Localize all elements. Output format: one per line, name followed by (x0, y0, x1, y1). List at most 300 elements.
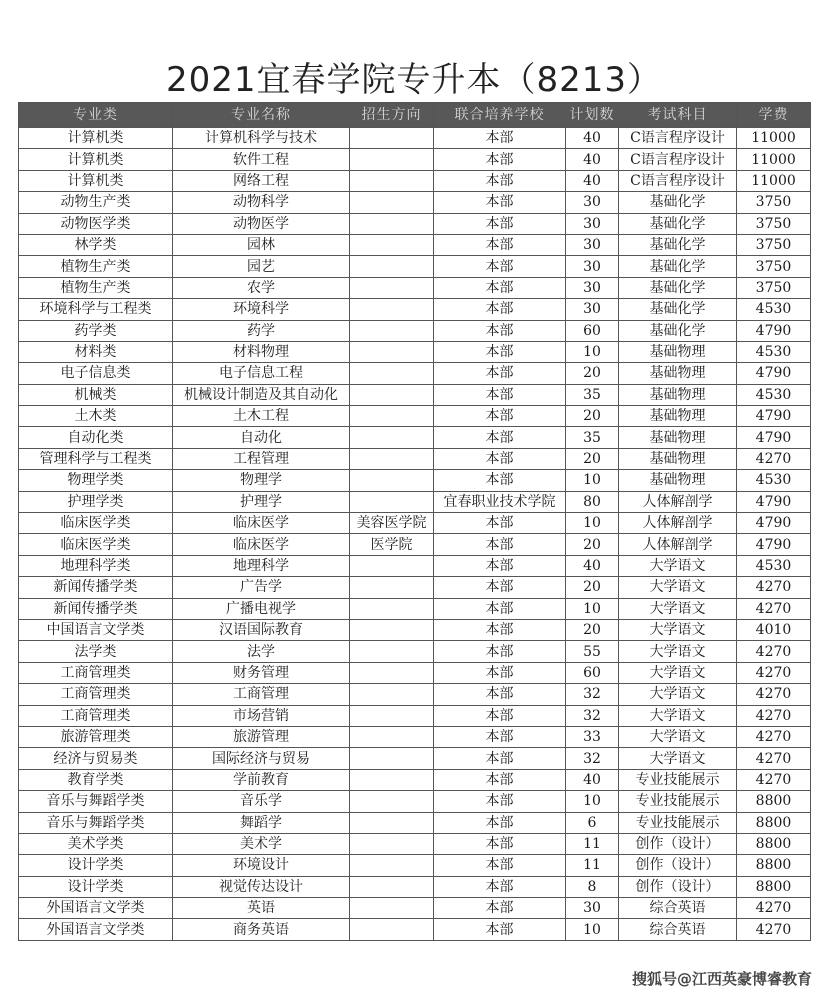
major-category-cell: 设计学类 (19, 876, 173, 897)
major-category-cell: 法学类 (19, 641, 173, 662)
major-category-cell: 旅游管理类 (19, 726, 173, 747)
direction-cell: 美容医学院 (350, 513, 434, 534)
exam-subject-cell: 大学语文 (619, 619, 737, 640)
tuition-cell: 4530 (737, 299, 811, 320)
exam-subject-cell: C语言程序设计 (619, 128, 737, 149)
table-row (19, 341, 811, 362)
tuition-cell: 11000 (737, 149, 811, 170)
major-name-cell: 市场营销 (173, 705, 350, 726)
direction-cell (350, 170, 434, 191)
major-category-cell: 管理科学与工程类 (19, 448, 173, 469)
plan-count-cell: 11 (566, 855, 619, 876)
partner-school-cell: 本部 (434, 662, 566, 683)
exam-subject-cell: 基础物理 (619, 341, 737, 362)
tuition-cell: 4270 (737, 662, 811, 683)
exam-subject-cell: 大学语文 (619, 555, 737, 576)
plan-count-cell: 6 (566, 812, 619, 833)
column-header: 联合培养学校 (434, 103, 566, 128)
plan-count-cell: 80 (566, 491, 619, 512)
exam-subject-cell: 基础化学 (619, 320, 737, 341)
exam-subject-cell: 专业技能展示 (619, 812, 737, 833)
major-name-cell: 财务管理 (173, 662, 350, 683)
plan-count-cell: 32 (566, 705, 619, 726)
partner-school-cell: 本部 (434, 876, 566, 897)
table-row (19, 299, 811, 320)
major-category-cell: 设计学类 (19, 855, 173, 876)
major-category-cell: 自动化类 (19, 427, 173, 448)
table-row (19, 791, 811, 812)
major-name-cell: 机械设计制造及其自动化 (173, 384, 350, 405)
plan-count-cell: 20 (566, 363, 619, 384)
major-name-cell: 园林 (173, 234, 350, 255)
major-name-cell: 计算机科学与技术 (173, 128, 350, 149)
exam-subject-cell: 基础物理 (619, 448, 737, 469)
table-row (19, 833, 811, 854)
plan-count-cell: 30 (566, 277, 619, 298)
tuition-cell: 4530 (737, 555, 811, 576)
direction-cell (350, 684, 434, 705)
exam-subject-cell: 综合英语 (619, 898, 737, 919)
partner-school-cell: 本部 (434, 833, 566, 854)
tuition-cell: 4790 (737, 491, 811, 512)
plan-count-cell: 20 (566, 534, 619, 555)
plan-count-cell: 10 (566, 341, 619, 362)
major-name-cell: 临床医学 (173, 513, 350, 534)
exam-subject-cell: 创作（设计） (619, 833, 737, 854)
admission-table (18, 102, 811, 941)
partner-school-cell: 本部 (434, 320, 566, 341)
table-row (19, 534, 811, 555)
direction-cell (350, 662, 434, 683)
table-row (19, 363, 811, 384)
direction-cell (350, 256, 434, 277)
partner-school-cell: 本部 (434, 791, 566, 812)
plan-count-cell: 20 (566, 406, 619, 427)
table-row (19, 149, 811, 170)
watermark-text: 搜狐号@江西英豪博睿教育 (631, 970, 812, 988)
tuition-cell: 4270 (737, 705, 811, 726)
exam-subject-cell: 基础化学 (619, 277, 737, 298)
table-row (19, 598, 811, 619)
table-row (19, 769, 811, 790)
tuition-cell: 4790 (737, 320, 811, 341)
exam-subject-cell: 创作（设计） (619, 876, 737, 897)
major-category-cell: 计算机类 (19, 149, 173, 170)
tuition-cell: 11000 (737, 128, 811, 149)
direction-cell (350, 833, 434, 854)
plan-count-cell: 10 (566, 791, 619, 812)
partner-school-cell: 本部 (434, 598, 566, 619)
plan-count-cell: 35 (566, 384, 619, 405)
direction-cell (350, 234, 434, 255)
plan-count-cell: 40 (566, 170, 619, 191)
major-category-cell: 植物生产类 (19, 277, 173, 298)
major-name-cell: 动物医学 (173, 213, 350, 234)
direction-cell (350, 427, 434, 448)
plan-count-cell: 33 (566, 726, 619, 747)
major-category-cell: 地理科学类 (19, 555, 173, 576)
exam-subject-cell: 大学语文 (619, 705, 737, 726)
direction-cell (350, 555, 434, 576)
major-name-cell: 工程管理 (173, 448, 350, 469)
table-row (19, 513, 811, 534)
exam-subject-cell: 人体解剖学 (619, 491, 737, 512)
tuition-cell: 3750 (737, 213, 811, 234)
direction-cell (350, 277, 434, 298)
table-header-row (19, 103, 811, 128)
major-name-cell: 园艺 (173, 256, 350, 277)
major-name-cell: 地理科学 (173, 555, 350, 576)
table-row (19, 427, 811, 448)
major-category-cell: 音乐与舞蹈学类 (19, 812, 173, 833)
direction-cell (350, 598, 434, 619)
tuition-cell: 4010 (737, 619, 811, 640)
major-name-cell: 物理学 (173, 470, 350, 491)
table-row (19, 898, 811, 919)
plan-count-cell: 20 (566, 448, 619, 469)
direction-cell (350, 341, 434, 362)
major-category-cell: 林学类 (19, 234, 173, 255)
column-header: 考试科目 (619, 103, 737, 128)
column-header: 计划数 (566, 103, 619, 128)
plan-count-cell: 30 (566, 299, 619, 320)
plan-count-cell: 11 (566, 833, 619, 854)
major-category-cell: 电子信息类 (19, 363, 173, 384)
major-category-cell: 动物生产类 (19, 192, 173, 213)
exam-subject-cell: 大学语文 (619, 726, 737, 747)
plan-count-cell: 30 (566, 192, 619, 213)
plan-count-cell: 10 (566, 470, 619, 491)
tuition-cell: 4270 (737, 684, 811, 705)
partner-school-cell: 本部 (434, 170, 566, 191)
partner-school-cell: 本部 (434, 299, 566, 320)
direction-cell (350, 919, 434, 940)
tuition-cell: 8800 (737, 855, 811, 876)
partner-school-cell: 宜春职业技术学院 (434, 491, 566, 512)
direction-cell (350, 470, 434, 491)
major-category-cell: 机械类 (19, 384, 173, 405)
partner-school-cell: 本部 (434, 234, 566, 255)
plan-count-cell: 10 (566, 513, 619, 534)
plan-count-cell: 40 (566, 128, 619, 149)
table-row (19, 192, 811, 213)
plan-count-cell: 20 (566, 577, 619, 598)
table-row (19, 320, 811, 341)
plan-count-cell: 40 (566, 769, 619, 790)
plan-count-cell: 30 (566, 256, 619, 277)
direction-cell (350, 149, 434, 170)
major-category-cell: 教育学类 (19, 769, 173, 790)
major-category-cell: 工商管理类 (19, 684, 173, 705)
plan-count-cell: 60 (566, 320, 619, 341)
major-name-cell: 音乐学 (173, 791, 350, 812)
exam-subject-cell: 专业技能展示 (619, 769, 737, 790)
major-name-cell: 广播电视学 (173, 598, 350, 619)
direction-cell (350, 577, 434, 598)
plan-count-cell: 40 (566, 555, 619, 576)
major-category-cell: 工商管理类 (19, 705, 173, 726)
plan-count-cell: 20 (566, 619, 619, 640)
tuition-cell: 4790 (737, 513, 811, 534)
plan-count-cell: 30 (566, 898, 619, 919)
tuition-cell: 4790 (737, 427, 811, 448)
exam-subject-cell: 大学语文 (619, 577, 737, 598)
major-category-cell: 药学类 (19, 320, 173, 341)
major-name-cell: 法学 (173, 641, 350, 662)
table-row (19, 170, 811, 191)
major-category-cell: 外国语言文学类 (19, 898, 173, 919)
partner-school-cell: 本部 (434, 128, 566, 149)
plan-count-cell: 40 (566, 149, 619, 170)
partner-school-cell: 本部 (434, 619, 566, 640)
table-row (19, 855, 811, 876)
major-name-cell: 自动化 (173, 427, 350, 448)
tuition-cell: 4530 (737, 341, 811, 362)
exam-subject-cell: 大学语文 (619, 684, 737, 705)
tuition-cell: 3750 (737, 256, 811, 277)
partner-school-cell: 本部 (434, 577, 566, 598)
major-category-cell: 土木类 (19, 406, 173, 427)
partner-school-cell: 本部 (434, 898, 566, 919)
direction-cell (350, 748, 434, 769)
exam-subject-cell: 人体解剖学 (619, 534, 737, 555)
major-category-cell: 植物生产类 (19, 256, 173, 277)
direction-cell (350, 876, 434, 897)
direction-cell (350, 299, 434, 320)
exam-subject-cell: 大学语文 (619, 662, 737, 683)
major-category-cell: 计算机类 (19, 170, 173, 191)
direction-cell: 医学院 (350, 534, 434, 555)
admission-table-container (18, 102, 810, 941)
tuition-cell: 4270 (737, 898, 811, 919)
major-name-cell: 视觉传达设计 (173, 876, 350, 897)
tuition-cell: 3750 (737, 277, 811, 298)
tuition-cell: 4270 (737, 598, 811, 619)
table-row (19, 448, 811, 469)
major-name-cell: 环境设计 (173, 855, 350, 876)
exam-subject-cell: 创作（设计） (619, 855, 737, 876)
major-name-cell: 护理学 (173, 491, 350, 512)
major-category-cell: 新闻传播学类 (19, 598, 173, 619)
table-row (19, 876, 811, 897)
partner-school-cell: 本部 (434, 684, 566, 705)
partner-school-cell: 本部 (434, 748, 566, 769)
tuition-cell: 4790 (737, 363, 811, 384)
plan-count-cell: 55 (566, 641, 619, 662)
table-row (19, 919, 811, 940)
exam-subject-cell: 基础物理 (619, 470, 737, 491)
major-name-cell: 舞蹈学 (173, 812, 350, 833)
exam-subject-cell: 基础化学 (619, 299, 737, 320)
exam-subject-cell: 基础化学 (619, 213, 737, 234)
major-category-cell: 物理学类 (19, 470, 173, 491)
table-row (19, 555, 811, 576)
tuition-cell: 8800 (737, 812, 811, 833)
tuition-cell: 4270 (737, 726, 811, 747)
plan-count-cell: 35 (566, 427, 619, 448)
major-name-cell: 药学 (173, 320, 350, 341)
table-row (19, 277, 811, 298)
major-name-cell: 英语 (173, 898, 350, 919)
plan-count-cell: 8 (566, 876, 619, 897)
major-name-cell: 软件工程 (173, 149, 350, 170)
table-row (19, 470, 811, 491)
exam-subject-cell: 基础物理 (619, 363, 737, 384)
table-row (19, 662, 811, 683)
major-category-cell: 材料类 (19, 341, 173, 362)
tuition-cell: 4270 (737, 919, 811, 940)
partner-school-cell: 本部 (434, 406, 566, 427)
major-category-cell: 中国语言文学类 (19, 619, 173, 640)
exam-subject-cell: C语言程序设计 (619, 149, 737, 170)
tuition-cell: 4530 (737, 384, 811, 405)
major-name-cell: 汉语国际教育 (173, 619, 350, 640)
major-category-cell: 动物医学类 (19, 213, 173, 234)
major-category-cell: 计算机类 (19, 128, 173, 149)
table-row (19, 812, 811, 833)
partner-school-cell: 本部 (434, 705, 566, 726)
partner-school-cell: 本部 (434, 149, 566, 170)
direction-cell (350, 363, 434, 384)
partner-school-cell: 本部 (434, 855, 566, 876)
tuition-cell: 4270 (737, 448, 811, 469)
major-name-cell: 学前教育 (173, 769, 350, 790)
direction-cell (350, 192, 434, 213)
exam-subject-cell: 大学语文 (619, 598, 737, 619)
direction-cell (350, 619, 434, 640)
exam-subject-cell: 基础化学 (619, 192, 737, 213)
major-category-cell: 工商管理类 (19, 662, 173, 683)
column-header: 学费 (737, 103, 811, 128)
major-category-cell: 环境科学与工程类 (19, 299, 173, 320)
major-category-cell: 美术学类 (19, 833, 173, 854)
table-row (19, 256, 811, 277)
table-row (19, 684, 811, 705)
partner-school-cell: 本部 (434, 427, 566, 448)
tuition-cell: 11000 (737, 170, 811, 191)
major-category-cell: 经济与贸易类 (19, 748, 173, 769)
column-header: 招生方向 (350, 103, 434, 128)
exam-subject-cell: 综合英语 (619, 919, 737, 940)
table-row (19, 748, 811, 769)
exam-subject-cell: 专业技能展示 (619, 791, 737, 812)
tuition-cell: 4790 (737, 406, 811, 427)
tuition-cell: 8800 (737, 791, 811, 812)
partner-school-cell: 本部 (434, 341, 566, 362)
major-category-cell: 音乐与舞蹈学类 (19, 791, 173, 812)
plan-count-cell: 10 (566, 919, 619, 940)
direction-cell (350, 855, 434, 876)
partner-school-cell: 本部 (434, 513, 566, 534)
major-category-cell: 护理学类 (19, 491, 173, 512)
table-row (19, 491, 811, 512)
table-row (19, 128, 811, 149)
plan-count-cell: 32 (566, 748, 619, 769)
table-row (19, 705, 811, 726)
partner-school-cell: 本部 (434, 534, 566, 555)
major-category-cell: 临床医学类 (19, 534, 173, 555)
direction-cell (350, 726, 434, 747)
major-name-cell: 国际经济与贸易 (173, 748, 350, 769)
partner-school-cell: 本部 (434, 470, 566, 491)
tuition-cell: 4530 (737, 470, 811, 491)
tuition-cell: 8800 (737, 876, 811, 897)
major-name-cell: 电子信息工程 (173, 363, 350, 384)
table-row (19, 234, 811, 255)
table-row (19, 384, 811, 405)
tuition-cell: 4790 (737, 534, 811, 555)
major-category-cell: 临床医学类 (19, 513, 173, 534)
partner-school-cell: 本部 (434, 213, 566, 234)
table-row (19, 641, 811, 662)
exam-subject-cell: 人体解剖学 (619, 513, 737, 534)
table-row (19, 213, 811, 234)
tuition-cell: 4270 (737, 769, 811, 790)
direction-cell (350, 320, 434, 341)
partner-school-cell: 本部 (434, 448, 566, 469)
exam-subject-cell: 基础物理 (619, 384, 737, 405)
exam-subject-cell: 基础物理 (619, 406, 737, 427)
major-name-cell: 动物科学 (173, 192, 350, 213)
table-body (19, 128, 811, 941)
tuition-cell: 4270 (737, 641, 811, 662)
partner-school-cell: 本部 (434, 555, 566, 576)
major-name-cell: 工商管理 (173, 684, 350, 705)
major-name-cell: 美术学 (173, 833, 350, 854)
major-name-cell: 土木工程 (173, 406, 350, 427)
table-row (19, 726, 811, 747)
direction-cell (350, 705, 434, 726)
partner-school-cell: 本部 (434, 641, 566, 662)
direction-cell (350, 128, 434, 149)
major-name-cell: 环境科学 (173, 299, 350, 320)
tuition-cell: 4270 (737, 748, 811, 769)
partner-school-cell: 本部 (434, 919, 566, 940)
major-name-cell: 农学 (173, 277, 350, 298)
direction-cell (350, 641, 434, 662)
partner-school-cell: 本部 (434, 192, 566, 213)
major-name-cell: 商务英语 (173, 919, 350, 940)
partner-school-cell: 本部 (434, 812, 566, 833)
major-name-cell: 临床医学 (173, 534, 350, 555)
plan-count-cell: 60 (566, 662, 619, 683)
direction-cell (350, 491, 434, 512)
table-row (19, 406, 811, 427)
direction-cell (350, 791, 434, 812)
exam-subject-cell: 基础化学 (619, 256, 737, 277)
major-name-cell: 材料物理 (173, 341, 350, 362)
tuition-cell: 3750 (737, 192, 811, 213)
exam-subject-cell: 大学语文 (619, 641, 737, 662)
exam-subject-cell: C语言程序设计 (619, 170, 737, 191)
direction-cell (350, 898, 434, 919)
tuition-cell: 4270 (737, 577, 811, 598)
major-category-cell: 新闻传播学类 (19, 577, 173, 598)
direction-cell (350, 448, 434, 469)
exam-subject-cell: 基础物理 (619, 427, 737, 448)
plan-count-cell: 30 (566, 234, 619, 255)
page-title: 2021宜春学院专升本（8213） (165, 60, 663, 100)
partner-school-cell: 本部 (434, 384, 566, 405)
partner-school-cell: 本部 (434, 277, 566, 298)
direction-cell (350, 769, 434, 790)
direction-cell (350, 213, 434, 234)
direction-cell (350, 384, 434, 405)
partner-school-cell: 本部 (434, 256, 566, 277)
major-name-cell: 广告学 (173, 577, 350, 598)
tuition-cell: 8800 (737, 833, 811, 854)
exam-subject-cell: 基础化学 (619, 234, 737, 255)
